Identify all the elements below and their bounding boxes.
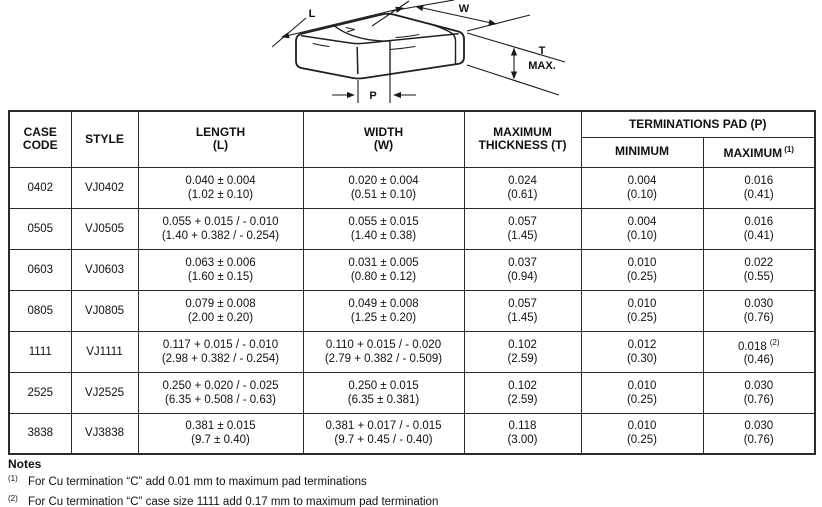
col-header-style: STYLE xyxy=(71,111,138,167)
table-row xyxy=(9,413,815,454)
width-extension-line-left xyxy=(391,0,454,11)
cell-length: 0.117 + 0.015 / - 0.010 (2.98 + 0.382 / - 0.254) xyxy=(138,331,303,372)
table-row xyxy=(9,208,815,249)
cell-pad-minimum: 0.010 (0.25) xyxy=(581,372,703,413)
cell-case-code: 0505 xyxy=(9,208,71,249)
cell-width: 0.031 ± 0.005 (0.80 ± 0.12) xyxy=(303,249,464,290)
cell-width: 0.250 ± 0.015 (6.35 ± 0.381) xyxy=(303,372,464,413)
table-row xyxy=(9,167,815,208)
notes-title: Notes xyxy=(8,457,42,471)
cell-style: VJ0805 xyxy=(71,290,138,331)
cell-case-code: 0603 xyxy=(9,249,71,290)
cell-thickness: 0.102 (2.59) xyxy=(464,372,581,413)
cell-length: 0.040 ± 0.004 (1.02 ± 0.10) xyxy=(138,167,303,208)
notes-section xyxy=(8,457,814,507)
maximum-note-ref: (1) xyxy=(784,145,794,155)
cell-length: 0.250 + 0.020 / - 0.025 (6.35 + 0.508 / - 0.63) xyxy=(138,372,303,413)
col-header-case-code: CASE CODE xyxy=(9,111,71,167)
cell-style: VJ0505 xyxy=(71,208,138,249)
table-row xyxy=(9,249,815,290)
cell-thickness: 0.037 (0.94) xyxy=(464,249,581,290)
col-header-max-thickness: MAXIMUM THICKNESS (T) xyxy=(464,111,581,167)
cell-style: VJ2525 xyxy=(71,372,138,413)
width-label: W xyxy=(458,3,470,15)
chip-body-drawing xyxy=(296,14,464,79)
thickness-label: T xyxy=(538,45,546,57)
length-label: L xyxy=(308,8,316,20)
cell-pad-maximum: 0.030 (0.76) xyxy=(703,372,815,413)
cell-thickness: 0.057 (1.45) xyxy=(464,290,581,331)
note-1 xyxy=(8,471,814,491)
thickness-extension-line-top xyxy=(467,33,565,62)
cell-pad-minimum: 0.010 (0.25) xyxy=(581,290,703,331)
cell-pad-minimum: 0.004 (0.10) xyxy=(581,208,703,249)
dimensions-table xyxy=(8,110,816,455)
table-row xyxy=(9,331,815,372)
width-dimension-arrow xyxy=(416,7,496,25)
cell-width: 0.381 + 0.017 / - 0.015 (9.7 + 0.45 / - 0.40) xyxy=(303,413,464,454)
note-2-text: For Cu termination “C” case size 1111 add 0.17 mm to maximum pad termination xyxy=(28,495,439,507)
cell-pad-maximum: 0.030 (0.76) xyxy=(703,413,815,454)
cell-thickness: 0.024 (0.61) xyxy=(464,167,581,208)
cell-width: 0.049 ± 0.008 (1.25 ± 0.20) xyxy=(303,290,464,331)
note-1-marker: (1) xyxy=(8,474,18,483)
cell-thickness: 0.102 (2.59) xyxy=(464,331,581,372)
pad-label: P xyxy=(369,90,377,102)
note-1-text: For Cu termination “C” add 0.01 mm to maximum pad terminations xyxy=(28,476,367,488)
cell-width: 0.110 + 0.015 / - 0.020 (2.79 + 0.382 / - 0.509) xyxy=(303,331,464,372)
col-header-length: LENGTH (L) xyxy=(138,111,303,167)
cell-pad-maximum: 0.030 (0.76) xyxy=(703,290,815,331)
cell-case-code: 3838 xyxy=(9,413,71,454)
cell-thickness: 0.057 (1.45) xyxy=(464,208,581,249)
chip-silhouette xyxy=(296,14,464,79)
cell-pad-maximum: 0.016 (0.41) xyxy=(703,208,815,249)
cell-pad-maximum: 0.022 (0.55) xyxy=(703,249,815,290)
cell-style: VJ3838 xyxy=(71,413,138,454)
cell-style: VJ0402 xyxy=(71,167,138,208)
thickness-max-label: MAX. xyxy=(528,60,556,72)
note-2-marker: (2) xyxy=(8,493,18,503)
cell-case-code: 0805 xyxy=(9,290,71,331)
cell-pad-maximum: 0.016 (0.41) xyxy=(703,167,815,208)
table-body xyxy=(9,167,815,454)
cell-pad-maximum: 0.018 $^{(2)}$ (0.46) xyxy=(703,331,815,372)
chip-dimensions-diagram xyxy=(268,0,578,105)
cell-length: 0.055 + 0.015 / - 0.010 (1.40 + 0.382 / - 0.254) xyxy=(138,208,303,249)
note-2 xyxy=(8,491,814,507)
cell-style: VJ1111 xyxy=(71,331,138,372)
cell-length: 0.063 ± 0.006 (1.60 ± 0.15) xyxy=(138,249,303,290)
cell-pad-minimum: 0.010 (0.25) xyxy=(581,249,703,290)
cell-case-code: 1111 xyxy=(9,331,71,372)
col-header-terminations-pad: TERMINATIONS PAD (P) xyxy=(581,111,815,137)
cell-length: 0.381 ± 0.015 (9.7 ± 0.40) xyxy=(138,413,303,454)
cell-pad-minimum: 0.012 (0.30) xyxy=(581,331,703,372)
width-extension-line-right xyxy=(467,15,530,31)
col-header-width: WIDTH (W) xyxy=(303,111,464,167)
cell-length: 0.079 ± 0.008 (2.00 ± 0.20) xyxy=(138,290,303,331)
col-header-minimum: MINIMUM xyxy=(581,137,703,167)
cell-width: 0.055 ± 0.015 (1.40 ± 0.38) xyxy=(303,208,464,249)
cell-pad-minimum: 0.004 (0.10) xyxy=(581,167,703,208)
cell-case-code: 0402 xyxy=(9,167,71,208)
table-row xyxy=(9,372,815,413)
cell-width: 0.020 ± 0.004 (0.51 ± 0.10) xyxy=(303,167,464,208)
cell-thickness: 0.118 (3.00) xyxy=(464,413,581,454)
chip-front-corner-edge xyxy=(357,48,358,74)
col-header-maximum: MAXIMUM $^{(1)}$ xyxy=(703,137,815,167)
cell-style: VJ0603 xyxy=(71,249,138,290)
table-row xyxy=(9,290,815,331)
cell-pad-minimum: 0.010 (0.25) xyxy=(581,413,703,454)
cell-case-code: 2525 xyxy=(9,372,71,413)
